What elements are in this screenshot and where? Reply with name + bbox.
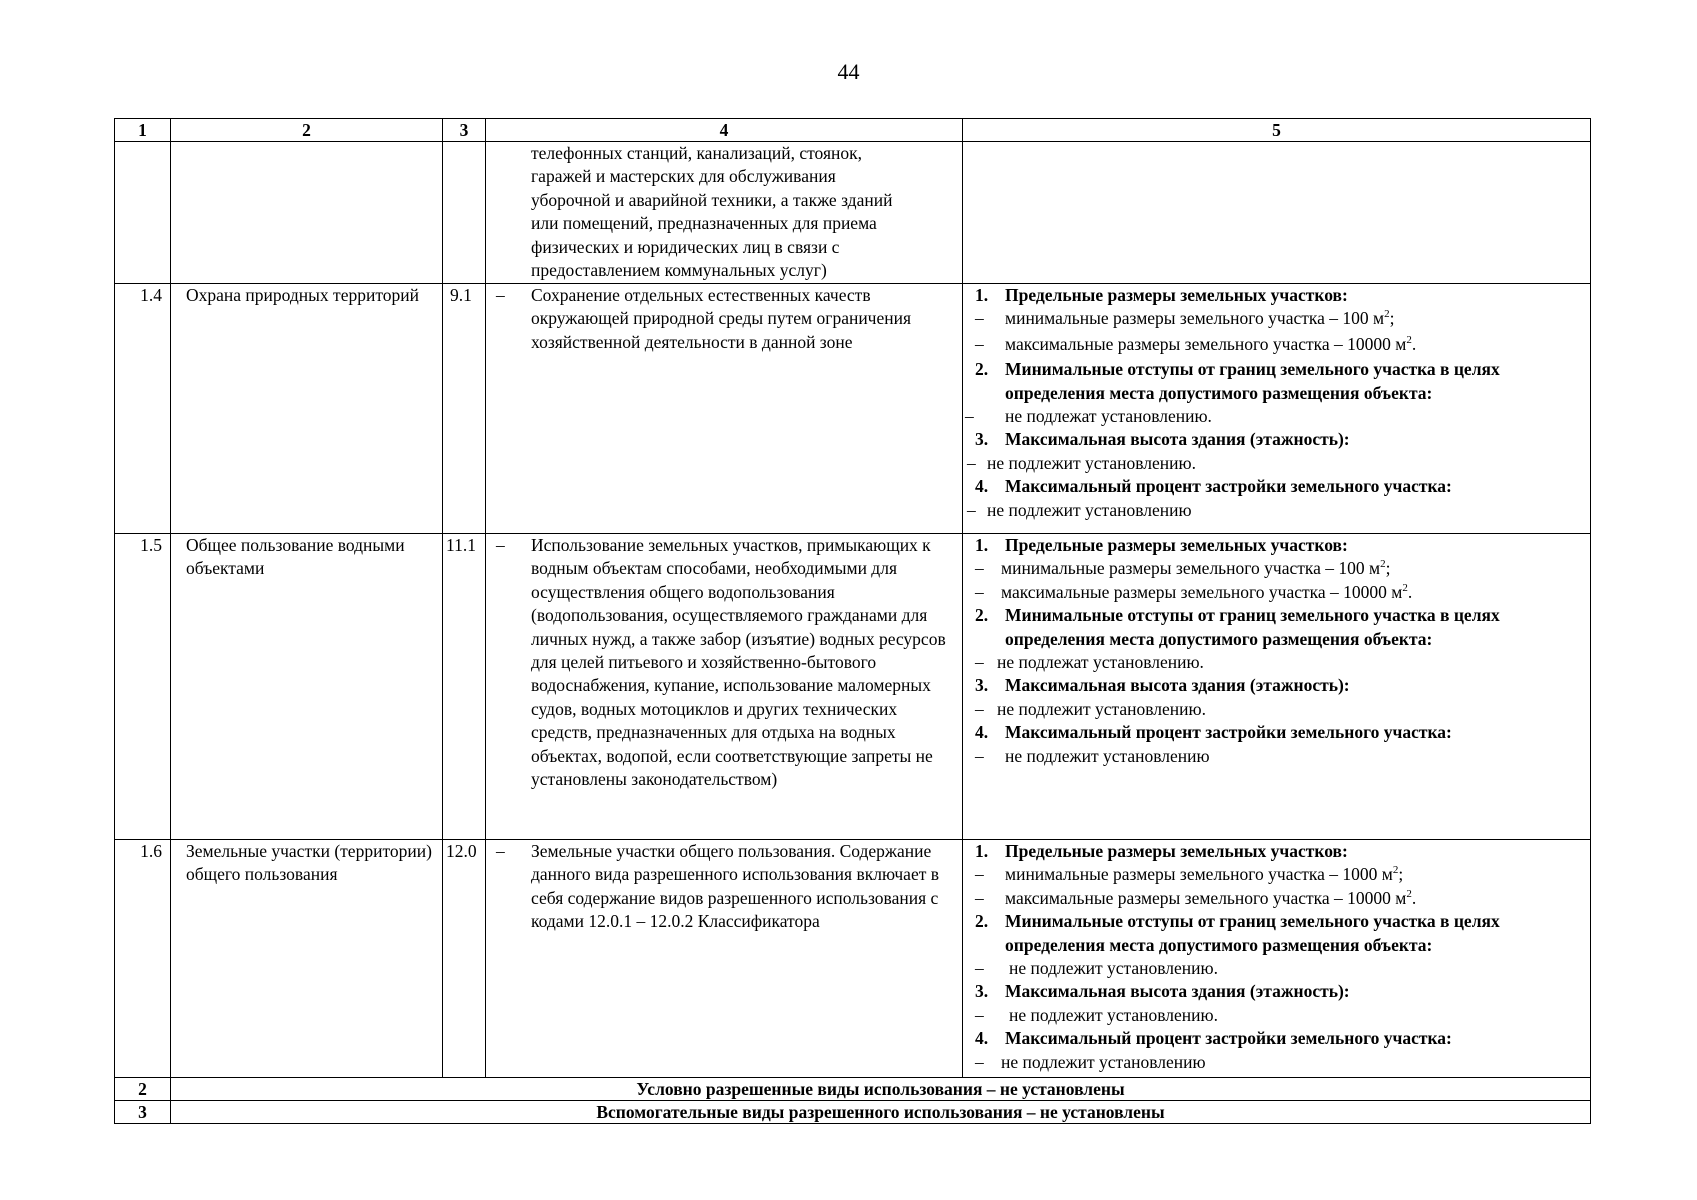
param-heading: 4. Максимальный процент застройки земельного участка: <box>975 1028 1452 1049</box>
param-heading: 4. Максимальный процент застройки земельного участка: <box>975 476 1452 497</box>
page-number: 44 <box>837 59 860 84</box>
parameters-cell <box>963 142 1591 284</box>
dash-marker: – <box>496 841 505 861</box>
description-cell <box>486 142 963 284</box>
param-heading: 3. Максимальная высота здания (этажность): <box>975 429 1350 450</box>
description-cell <box>486 284 963 534</box>
param-value: – не подлежит установлению <box>975 745 1210 766</box>
param-heading: 2. Минимальные отступы от границ земельного участка в целях определения места допустимого размещения объекта: <box>975 911 1500 955</box>
param-value: – не подлежит установлению. <box>975 698 1206 719</box>
param-heading: 3. Максимальная высота здания (этажность): <box>975 675 1350 696</box>
row-number-cell: 1.4 <box>115 284 171 534</box>
column-header: 5 <box>963 119 1591 142</box>
table-row <box>115 534 1591 840</box>
description-line: или помещений, предназначенных для приема <box>531 213 877 234</box>
param-value: – максимальные размеры земельного участка – 10000 $м^2$. <box>975 887 1417 908</box>
param-heading: 2. Минимальные отступы от границ земельного участка в целях определения места допустимого размещения объекта: <box>975 359 1500 403</box>
column-header: 4 <box>486 119 963 142</box>
section-title: Условно разрешенные виды использования – не установлены <box>171 1078 1591 1101</box>
code-cell: 9.1 <box>443 284 486 534</box>
column-header: 2 <box>171 119 443 142</box>
param-value: – не подлежат установлению. <box>975 652 1204 673</box>
section-number: 3 <box>115 1101 171 1124</box>
row-number-cell: 1.5 <box>115 534 171 840</box>
use-name-cell: Охрана природных территорий <box>171 284 443 534</box>
param-value: – не подлежит установлению <box>967 499 1192 520</box>
param-value: – не подлежат установлению. <box>965 406 1212 427</box>
section-row <box>115 1101 1591 1124</box>
dash-marker: – <box>496 285 505 305</box>
section-row <box>115 1078 1591 1101</box>
param-value: – не подлежит установлению <box>975 1051 1206 1072</box>
description-cell <box>486 534 963 840</box>
section-title: Вспомогательные виды разрешенного использования – не установлены <box>171 1101 1591 1124</box>
param-heading: 1. Предельные размеры земельных участков: <box>975 285 1348 305</box>
description-text: Земельные участки общего пользования. Содержание данного вида разрешенного использования включает в себя содержание видов разрешенного использования с кодами 12.0.1 – 12.0.2 Классификатора <box>531 841 940 932</box>
row-number-cell: 1.6 <box>115 840 171 1078</box>
param-value: – минимальные размеры земельного участка – 100 $м^2$; <box>975 558 1391 579</box>
param-heading: 2. Минимальные отступы от границ земельного участка в целях определения места допустимого размещения объекта: <box>975 605 1500 649</box>
parameters-cell <box>963 284 1591 534</box>
param-value: – максимальные размеры земельного участка – 10000 $м^2$. <box>975 581 1413 602</box>
param-heading: 1. Предельные размеры земельных участков: <box>975 841 1348 861</box>
description-line: телефонных станций, канализаций, стоянок, <box>531 143 862 163</box>
use-name-cell: Земельные участки (территории) общего пользования <box>171 840 443 1078</box>
dash-marker: – <box>496 535 505 555</box>
table-row <box>115 840 1591 1078</box>
table-row <box>115 284 1591 534</box>
description-line: предоставлением коммунальных услуг) <box>531 260 827 281</box>
continuation-row <box>115 142 1591 284</box>
description-line: гаражей и мастерских для обслуживания <box>531 166 836 187</box>
column-header: 3 <box>443 119 486 142</box>
param-value: – минимальные размеры земельного участка – 1000 $м^2$; <box>975 864 1404 885</box>
description-text: Использование земельных участков, примыкающих к водным объектам способами, необходимыми для осуществления общего водопользования (водопользования, осуществляемого гражданами для личных нужд, а также забор (изъятие) водных ресурсов для целей питьевого и хозяйственно-бытового водоснабжения, купание, использование маломерных судов, водных мотоциклов и других технических средств, предназначенных для отдыха на водных объектах, водопой, если соответствующие запреты не установлены законодательством) <box>531 535 946 790</box>
param-heading: 4. Максимальный процент застройки земельного участка: <box>975 722 1452 743</box>
row-number-cell <box>115 142 171 284</box>
description-text: Сохранение отдельных естественных качеств окружающей природной среды путем ограничения хозяйственной деятельности в данной зоне <box>531 285 912 352</box>
table-header-row <box>115 119 1591 142</box>
param-value: – не подлежит установлению. <box>967 452 1196 473</box>
param-value: – минимальные размеры земельного участка – 100 $м^2$; <box>975 308 1395 329</box>
param-value: – максимальные размеры земельного участка – 10000 $м^2$. <box>975 333 1417 354</box>
param-heading: 1. Предельные размеры земельных участков: <box>975 535 1348 555</box>
code-cell: 12.0 <box>443 840 486 1078</box>
param-value: – не подлежит установлению. <box>975 1004 1218 1025</box>
section-number: 2 <box>115 1078 171 1101</box>
description-line: уборочной и аварийной техники, а также зданий <box>531 189 893 210</box>
description-line: физических и юридических лиц в связи с <box>531 236 840 257</box>
column-header: 1 <box>115 119 171 142</box>
code-cell: 11.1 <box>443 534 486 840</box>
param-value: – не подлежит установлению. <box>975 958 1218 979</box>
use-name-cell: Общее пользование водными объектами <box>171 534 443 840</box>
use-name-cell <box>171 142 443 284</box>
land-use-table <box>114 118 1591 1124</box>
param-heading: 3. Максимальная высота здания (этажность): <box>975 981 1350 1002</box>
code-cell <box>443 142 486 284</box>
parameters-cell <box>963 534 1591 840</box>
description-cell <box>486 840 963 1078</box>
parameters-cell <box>963 840 1591 1078</box>
